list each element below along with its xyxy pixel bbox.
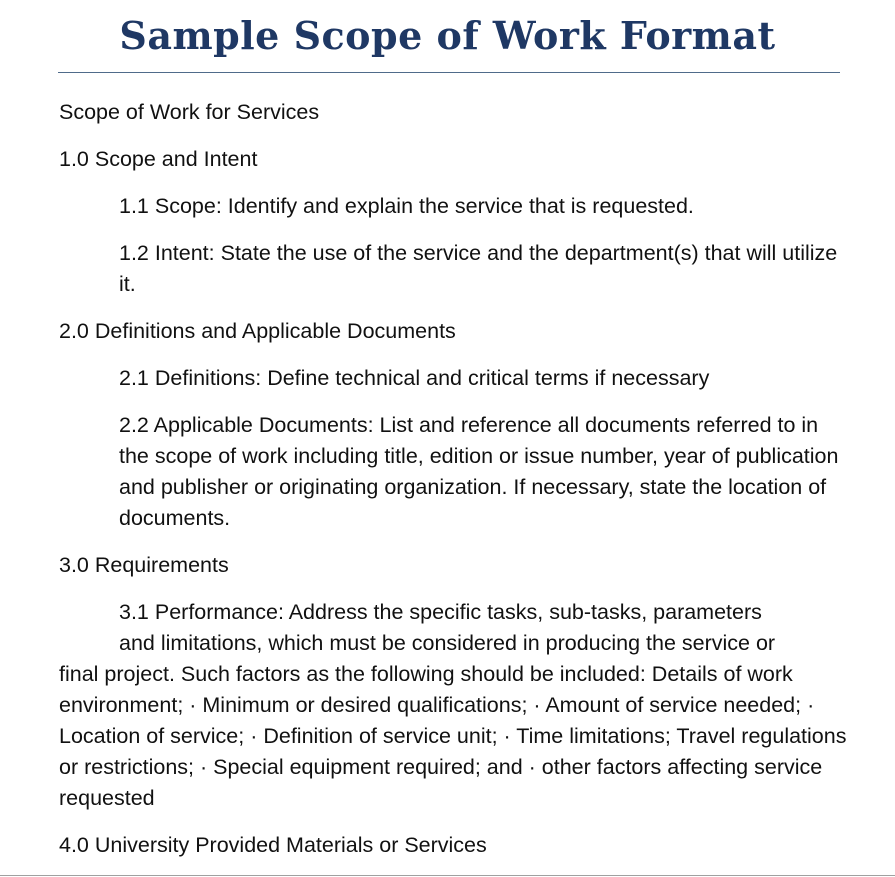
document-body	[59, 97, 849, 877]
section-1-2-intent: 1.2 Intent: State the use of the service and the department(s) that will utilize it.	[119, 241, 838, 296]
performance-line-2: and limitations, which must be considered in producing the service or	[119, 631, 776, 655]
page-bottom-border	[0, 875, 895, 876]
performance-line-1: 3.1 Performance: Address the specific tasks, sub-tasks, parameters	[119, 600, 762, 624]
title-divider	[58, 72, 840, 73]
section-2-2-applicable-documents: 2.2 Applicable Documents: List and reference all documents referred to in the scope of work including title, edition or issue number, year of publication and publisher or originating organization. If necessary, state the location of documents.	[119, 413, 839, 530]
section-1-1-scope: 1.1 Scope: Identify and explain the service that is requested.	[119, 194, 694, 218]
doc-heading: Scope of Work for Services	[59, 100, 320, 124]
document-title: Sample Scope of Work Format	[119, 13, 776, 58]
section-1-heading: 1.0 Scope and Intent	[59, 147, 258, 171]
section-3-1-performance	[59, 597, 849, 814]
section-3-heading: 3.0 Requirements	[59, 553, 229, 577]
section-2-1-definitions: 2.1 Definitions: Define technical and critical terms if necessary	[119, 366, 710, 390]
section-4-heading: 4.0 University Provided Materials or Services	[59, 833, 487, 857]
section-2-heading: 2.0 Definitions and Applicable Documents	[59, 319, 456, 343]
performance-rest: final project. Such factors as the following should be included: Details of work environment; · Minimum or desired qualifications; · Amount of service needed; · Location of service; · Definition of service unit; · Time limitations; Travel regulations or restrictions; · Special equipment required; and · other factors affecting service requested	[59, 662, 847, 810]
